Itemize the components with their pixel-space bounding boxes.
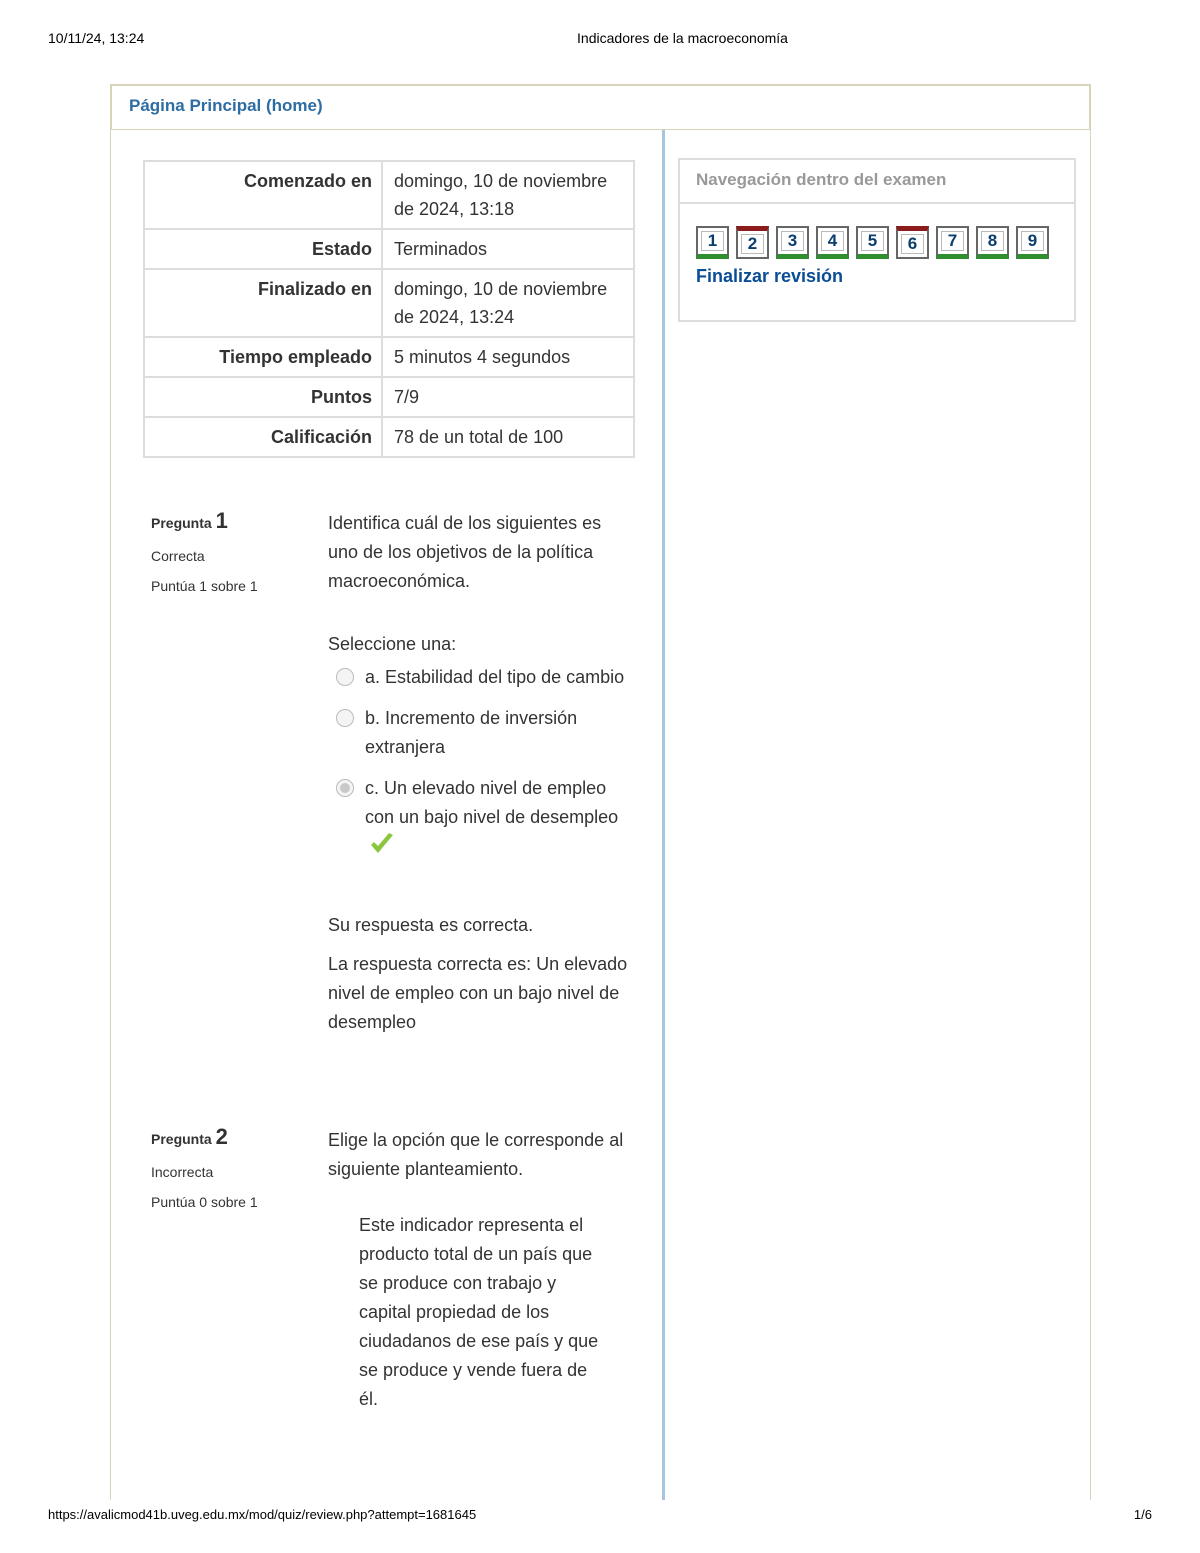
question-number-value: 1 bbox=[215, 508, 228, 533]
question-quote: Este indicador representa el producto total de un país que se produce con trabajo y capital propiedad de los ciudadanos de ese país y que se produce y vende fuera de él. bbox=[359, 1215, 599, 1409]
print-header bbox=[48, 30, 1152, 50]
radio-button-selected[interactable] bbox=[336, 779, 354, 797]
print-title: Indicadores de la macroeconomía bbox=[577, 30, 788, 46]
question-grade: Puntúa 1 sobre 1 bbox=[151, 578, 258, 594]
answer-option-a[interactable] bbox=[328, 663, 628, 692]
home-link[interactable]: Página Principal (home) bbox=[129, 96, 323, 115]
print-date: 10/11/24, 13:24 bbox=[48, 30, 145, 46]
question-label: Pregunta bbox=[151, 1131, 212, 1147]
question-nav-button-7[interactable]: 7 bbox=[936, 226, 969, 259]
question-2-info bbox=[151, 1124, 258, 1224]
summary-row-time bbox=[144, 337, 634, 377]
question-nav-button-8[interactable]: 8 bbox=[976, 226, 1009, 259]
option-text: b. Incremento de inversión extranjera bbox=[365, 708, 578, 757]
summary-label: Calificación bbox=[144, 417, 382, 457]
answer-option-b[interactable] bbox=[328, 704, 628, 762]
summary-row-started bbox=[144, 161, 634, 229]
correct-check-icon bbox=[369, 832, 395, 865]
select-label: Seleccione una: bbox=[328, 634, 457, 654]
quiz-navigation-title: Navegación dentro del examen bbox=[680, 160, 1074, 204]
question-prompt: Elige la opción que le corresponde al siguiente planteamiento. bbox=[328, 1130, 624, 1179]
answer-option-c[interactable] bbox=[328, 774, 628, 865]
column-divider bbox=[662, 130, 665, 1500]
question-label: Pregunta bbox=[151, 515, 212, 531]
summary-row-finished bbox=[144, 269, 634, 337]
question-1-body bbox=[328, 509, 628, 1047]
print-footer bbox=[48, 1507, 1152, 1527]
summary-label: Estado bbox=[144, 229, 382, 269]
summary-row-marks bbox=[144, 377, 634, 417]
option-text: c. Un elevado nivel de empleo con un bajo nivel de desempleo bbox=[365, 778, 619, 827]
summary-label: Tiempo empleado bbox=[144, 337, 382, 377]
summary-value: 78 de un total de 100 bbox=[382, 417, 634, 457]
attempt-summary-table bbox=[143, 160, 635, 458]
summary-row-grade bbox=[144, 417, 634, 457]
question-number bbox=[151, 1124, 258, 1150]
question-grade: Puntúa 0 sobre 1 bbox=[151, 1194, 258, 1210]
question-nav-button-2[interactable]: 2 bbox=[736, 226, 769, 259]
summary-label: Puntos bbox=[144, 377, 382, 417]
question-nav-button-6[interactable]: 6 bbox=[896, 226, 929, 259]
right-answer-text: La respuesta correcta es: Un elevado nivel de empleo con un bajo nivel de desempleo bbox=[328, 954, 628, 1032]
page-frame bbox=[110, 84, 1091, 1500]
finish-review-link[interactable]: Finalizar revisión bbox=[696, 266, 844, 286]
summary-row-state bbox=[144, 229, 634, 269]
question-nav-button-9[interactable]: 9 bbox=[1016, 226, 1049, 259]
question-nav-button-3[interactable]: 3 bbox=[776, 226, 809, 259]
print-url: https://avalicmod41b.uveg.edu.mx/mod/quiz/review.php?attempt=1681645 bbox=[48, 1507, 477, 1522]
summary-value: 7/9 bbox=[382, 377, 634, 417]
summary-value: 5 minutos 4 segundos bbox=[382, 337, 634, 377]
option-text: a. Estabilidad del tipo de cambio bbox=[365, 667, 625, 687]
question-number-value: 2 bbox=[215, 1124, 228, 1149]
feedback-text: Su respuesta es correcta. bbox=[328, 915, 534, 935]
breadcrumb bbox=[111, 84, 1090, 130]
radio-button[interactable] bbox=[336, 668, 354, 686]
question-feedback bbox=[328, 911, 628, 1037]
question-state: Incorrecta bbox=[151, 1164, 214, 1180]
quiz-navigation-block bbox=[678, 158, 1076, 322]
summary-value: domingo, 10 de noviembre de 2024, 13:18 bbox=[382, 161, 634, 229]
question-prompt: Identifica cuál de los siguientes es uno de los objetivos de la política macroeconómica. bbox=[328, 513, 602, 591]
question-1-info bbox=[151, 508, 258, 608]
summary-label: Finalizado en bbox=[144, 269, 382, 337]
question-nav-button-1[interactable]: 1 bbox=[696, 226, 729, 259]
question-state: Correcta bbox=[151, 548, 205, 564]
question-nav-button-4[interactable]: 4 bbox=[816, 226, 849, 259]
summary-value: domingo, 10 de noviembre de 2024, 13:24 bbox=[382, 269, 634, 337]
question-number bbox=[151, 508, 258, 534]
print-page-number: 1/6 bbox=[1133, 1507, 1152, 1522]
question-nav-button-5[interactable]: 5 bbox=[856, 226, 889, 259]
radio-button[interactable] bbox=[336, 709, 354, 727]
summary-label: Comenzado en bbox=[144, 161, 382, 229]
question-2-body bbox=[328, 1126, 628, 1414]
summary-value: Terminados bbox=[382, 229, 634, 269]
